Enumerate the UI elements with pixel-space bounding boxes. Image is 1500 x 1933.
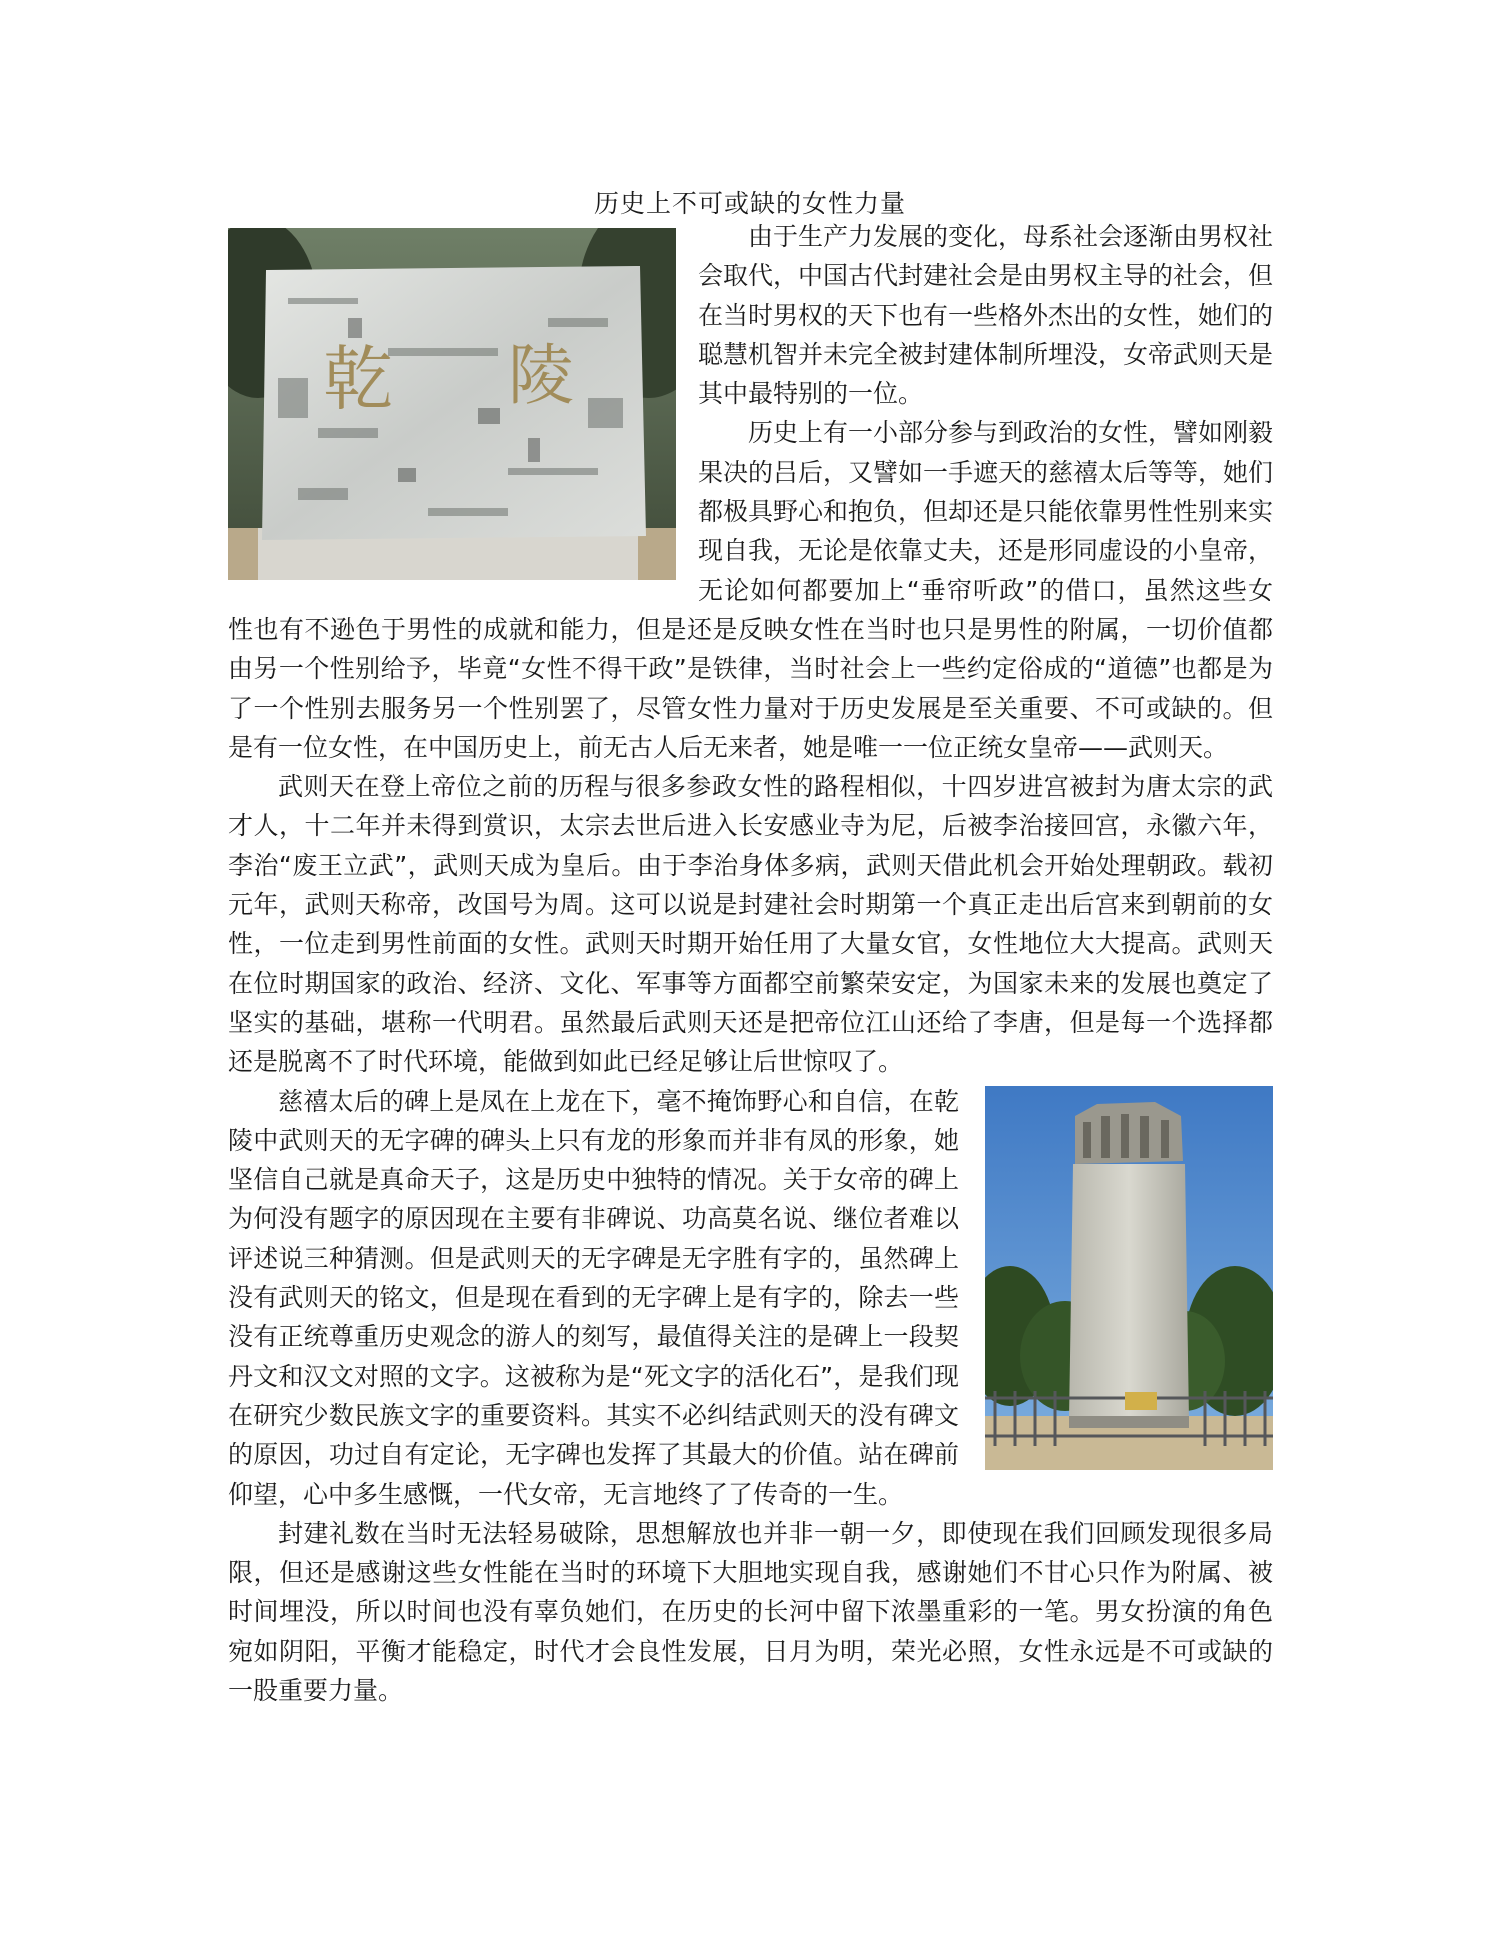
paragraph: 慈禧太后的碑上是凤在上龙在下，毫不掩饰野心和自信，在乾陵中武则天的无字碑的碑头上只有龙的形象而并非有凤的形象，她坚信自己就是真命天子，这是历史中独特的情况。关于女帝的碑上为何没有题字的原因现在主要有非碑说、功高莫名说、继位者难以评述说三种猜测。但是武则天的无字碑是无字胜有字的，虽然碑上没有武则天的铭文，但是现在看到的无字碑上是有字的，除去一些没有正统尊重历史观念的游人的刻写，最值得关注的是碑上一段契丹文和汉文对照的文字。这被称为是“死文字的活化石”，是我们现在研究少数民族文字的重要资料。其实不必纠结武则天的没有碑文的原因，功过自有定论，无字碑也发挥了其最大的价值。站在碑前仰望，心中多生感慨，一代女帝，无言地终了了传奇的一生。 [228, 1086, 959, 1509]
paragraph: 封建礼数在当时无法轻易破除，思想解放也并非一朝一夕，即使现在我们回顾发现很多局限，但还是感谢这些女性能在当时的环境下大胆地实现自我，感谢她们不甘心只作为附属、被时间埋没，所以时间也没有辜负她们，在历史的长河中留下浓墨重彩的一笔。男女扮演的角色宛如阴阳，平衡才能稳定，时代才会良性发展，日月为明，荣光必照，女性永远是不可或缺的一股重要力量。 [228, 1518, 1273, 1705]
stele-inscription-left: 乾 [323, 338, 393, 420]
wordless-stele-photo [985, 1086, 1273, 1470]
article-body [228, 217, 1273, 1710]
paragraph: 历史上有一小部分参与到政治的女性，譬如刚毅果决的吕后，又譬如一手遮天的慈禧太后等等，她们都极具野心和抱负，但却还是只能依靠男性性别来实现自我，无论是依靠丈夫，还是形同虚设的小皇帝，无论如何都要加上“垂帘听政”的借口，虽然这些女性也有不逊色于男性的成就和能力，但是还是反映女性在当时也只是男性的附属，一切价值都由另一个性别给予，毕竟“女性不得干政”是铁律，当时社会上一些约定俗成的“道德”也都是为了一个性别去服务另一个性别罢了，尽管女性力量对于历史发展是至关重要、不可或缺的。但是有一位女性，在中国历史上，前无古人后无来者，她是唯一一位正统女皇帝——武则天。 [228, 418, 1274, 762]
stele-inscription-right: 陵 [508, 337, 574, 414]
paragraph: 由于生产力发展的变化，母系社会逐渐由男权社会取代，中国古代封建社会是由男权主导的社会，但在当时男权的天下也有一些格外杰出的女性，她们的聪慧机智并未完全被封建体制所埋没，女帝武则天是其中最特别的一位。 [698, 222, 1274, 409]
paragraph: 武则天在登上帝位之前的历程与很多参政女性的路程相似，十四岁进宫被封为唐太宗的武才人，十二年并未得到赏识，太宗去世后进入长安感业寺为尼，后被李治接回宫，永徽六年，李治“废王立武”，武则天成为皇后。由于李治身体多病，武则天借此机会开始处理朝政。载初元年，武则天称帝，改国号为周。这可以说是封建社会时期第一个真正走出后宫来到朝前的女性，一位走到男性前面的女性。武则天时期开始任用了大量女官，女性地位大大提高。武则天在位时期国家的政治、经济、文化、军事等方面都空前繁荣安定，为国家未来的发展也奠定了坚实的基础，堪称一代明君。虽然最后武则天还是把帝位江山还给了李唐，但是每一个选择都还是脱离不了时代环境，能做到如此已经足够让后世惊叹了。 [228, 772, 1273, 1077]
qianling-stele-photo [228, 228, 676, 580]
article-title: 历史上不可或缺的女性力量 [593, 189, 906, 218]
